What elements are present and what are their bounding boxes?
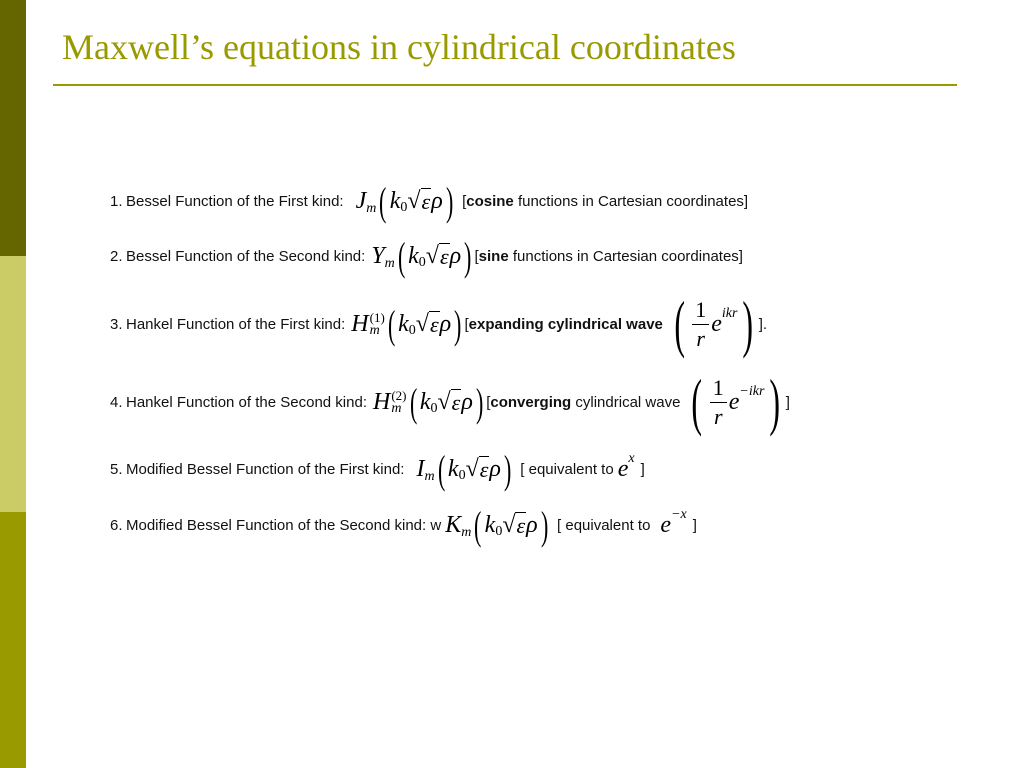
item-note: [ equivalent to xyxy=(520,460,614,478)
item-number: 5. xyxy=(110,460,123,478)
item-label: Modified Bessel Function of the First kind: xyxy=(126,460,405,478)
hankel-h2-formula: H (2) m ( k 0 √ ε ρ ) xyxy=(372,379,484,425)
incoming-wave-expression: ( $\frac{1}{r}$ e −ikr ) xyxy=(691,366,781,437)
modified-bessel-i-formula: I m ( k 0 √ ε ρ ) xyxy=(416,446,512,492)
list-item: 4. Hankel Function of the Second kind: H (2) m ( k 0 √ ε ρ ) [converging cylindrical wave ( $\frac{1}{r}$ e −ikr ) ] xyxy=(110,366,790,437)
item-label: Hankel Function of the Second kind: xyxy=(126,393,367,411)
title-underline xyxy=(53,84,957,86)
list-item: 5. Modified Bessel Function of the First kind: I m ( k 0 √ ε ρ ) [ equivalent to e x ] xyxy=(110,446,645,492)
modified-bessel-k-formula: K m ( k 0 √ ε ρ ) xyxy=(445,502,549,548)
item-note: [converging cylindrical wave xyxy=(486,393,681,411)
sidebar-accent-top xyxy=(0,0,26,256)
item-label: Hankel Function of the First kind: xyxy=(126,315,346,333)
exp-x-expression: e x xyxy=(617,451,635,482)
sidebar-accent-bottom xyxy=(0,512,26,768)
outgoing-wave-expression: ( $\frac{1}{r}$ e ikr ) xyxy=(674,288,754,359)
item-label: Modified Bessel Function of the Second kind: w xyxy=(126,516,442,534)
item-label: Bessel Function of the Second kind: xyxy=(126,247,366,265)
item-number: 2. xyxy=(110,247,123,265)
exp-minus-x-expression: e −x xyxy=(660,507,687,538)
bessel-j-formula: J m ( k 0 √ ε ρ ) xyxy=(355,178,454,224)
sidebar-accent-middle xyxy=(0,256,26,512)
list-item xyxy=(110,221,743,291)
list-item: 3. Hankel Function of the First kind: H (1) m ( k 0 √ ε ρ ) [expanding cylindrical wave ( $\frac{1}{r}$ e ikr ) ]. xyxy=(110,288,768,359)
item-note: [expanding cylindrical wave xyxy=(464,315,663,333)
item-note: [sine functions in Cartesian coordinates] xyxy=(474,247,743,265)
item-number: 3. xyxy=(110,315,123,333)
item-number: 1. xyxy=(110,192,123,210)
item-note: [cosine functions in Cartesian coordinates] xyxy=(462,192,749,210)
item-label: Bessel Function of the First kind: xyxy=(126,192,344,210)
item-number: 6. xyxy=(110,516,123,534)
item-number: 4. xyxy=(110,393,123,411)
hankel-h1-formula: H (1) m ( k 0 √ ε ρ ) xyxy=(351,301,462,347)
list-item: 6. Modified Bessel Function of the Second kind: w K m ( k 0 √ ε ρ ) [ equivalent to e −x ] xyxy=(110,502,697,548)
bessel-y-formula: Y m ( k 0 √ ε ρ ) xyxy=(371,233,472,279)
slide-title: Maxwell’s equations in cylindrical coordinates xyxy=(62,27,736,67)
item-note: [ equivalent to xyxy=(557,516,651,534)
